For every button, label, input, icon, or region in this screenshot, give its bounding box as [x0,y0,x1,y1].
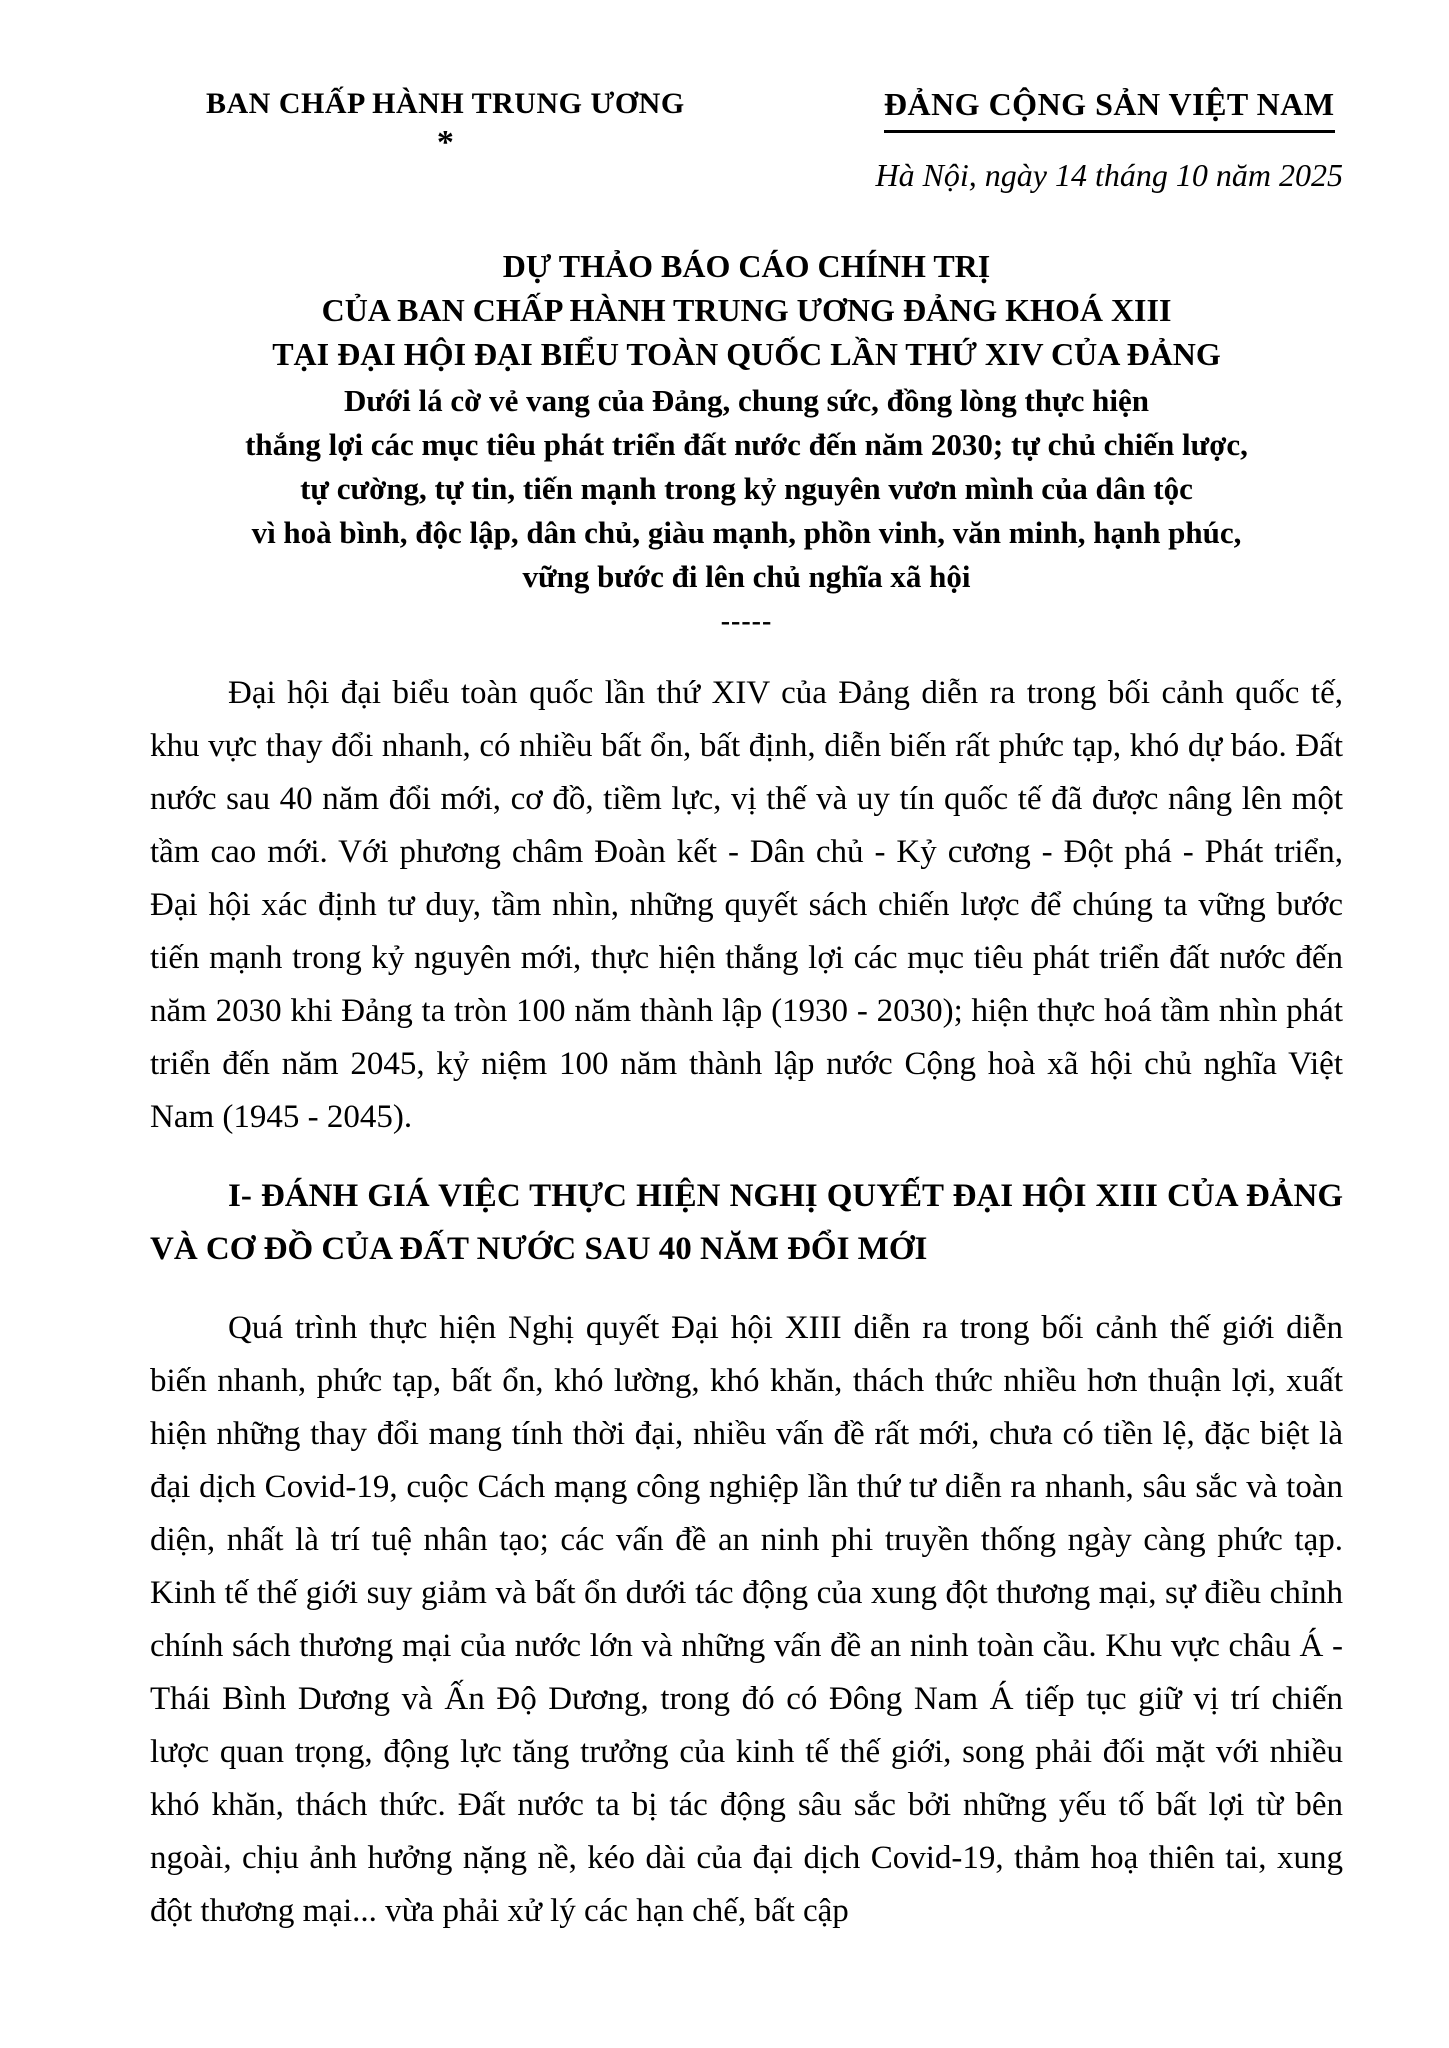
dash-separator: ----- [720,605,773,637]
document-header [150,86,1343,194]
title-line-3: TẠI ĐẠI HỘI ĐẠI BIỂU TOÀN QUỐC LẦN THỨ XIV CỦA ĐẢNG [272,335,1221,372]
title-line-1: DỰ THẢO BÁO CÁO CHÍNH TRỊ [502,247,991,284]
slogan-line-3: tự cường, tự tin, tiến mạnh trong kỷ nguyên vươn mình của dân tộc [300,470,1193,506]
header-right-block [875,86,1343,194]
slogan-line-1: Dưới lá cờ vẻ vang của Đảng, chung sức, đồng lòng thực hiện [344,382,1149,418]
paragraph-intro: Đại hội đại biểu toàn quốc lần thứ XIV của Đảng diễn ra trong bối cảnh quốc tế, khu vực thay đổi nhanh, có nhiều bất ổn, bất định, diễn biến rất phức tạp, khó dự báo. Đất nước sau 40 năm đổi mới, cơ đồ, tiềm lực, vị thế và uy tín quốc tế đã được nâng lên một tầm cao mới. Với phương châm Đoàn kết - Dân chủ - Kỷ cương - Đột phá - Phát triển, Đại hội xác định tư duy, tầm nhìn, những quyết sách chiến lược để chúng ta vững bước tiến mạnh trong kỷ nguyên mới, thực hiện thắng lợi các mục tiêu phát triển đất nước đến năm 2030 khi Đảng ta tròn 100 năm thành lập (1930 - 2030); hiện thực hoá tầm nhìn phát triển đến năm 2045, kỷ niệm 100 năm thành lập nước Cộng hoà xã hội chủ nghĩa Việt Nam (1945 - 2045). [150,674,1343,1135]
star-separator-icon: * [436,124,454,161]
section-heading-1: I- ĐÁNH GIÁ VIỆC THỰC HIỆN NGHỊ QUYẾT ĐẠI HỘI XIII CỦA ĐẢNG VÀ CƠ ĐỒ CỦA ĐẤT NƯỚC SAU 40 NĂM ĐỔI MỚI [150,1177,1343,1267]
party-name: ĐẢNG CỘNG SẢN VIỆT NAM [884,86,1335,133]
issuing-org-name: BAN CHẤP HÀNH TRUNG ƯƠNG [206,87,685,120]
title-line-2: CỦA BAN CHẤP HÀNH TRUNG ƯƠNG ĐẢNG KHOÁ XIII [321,291,1172,328]
header-left-block [150,86,685,160]
document-slogan [150,379,1343,599]
paragraph-section-1: Quá trình thực hiện Nghị quyết Đại hội XIII diễn ra trong bối cảnh thế giới diễn biến nhanh, phức tạp, bất ổn, khó lường, khó khăn, thách thức nhiều hơn thuận lợi, xuất hiện những thay đổi mang tính thời đại, nhiều vấn đề rất mới, chưa có tiền lệ, đặc biệt là đại dịch Covid-19, cuộc Cách mạng công nghiệp lần thứ tư diễn ra nhanh, sâu sắc và toàn diện, nhất là trí tuệ nhân tạo; các vấn đề an ninh phi truyền thống ngày càng phức tạp. Kinh tế thế giới suy giảm và bất ổn dưới tác động của xung đột thương mại, sự điều chỉnh chính sách thương mại của nước lớn và những vấn đề an ninh toàn cầu. Khu vực châu Á - Thái Bình Dương và Ấn Độ Dương, trong đó có Đông Nam Á tiếp tục giữ vị trí chiến lược quan trọng, động lực tăng trưởng của kinh tế thế giới, song phải đối mặt với nhiều khó khăn, thách thức. Đất nước ta bị tác động sâu sắc bởi những yếu tố bất lợi từ bên ngoài, chịu ảnh hưởng nặng nề, kéo dài của đại dịch Covid-19, thảm hoạ thiên tai, xung đột thương mại... vừa phải xử lý các hạn chế, bất cập [150,1309,1343,1929]
document-title [150,244,1343,376]
dateline: Hà Nội, ngày 14 tháng 10 năm 2025 [875,156,1343,193]
slogan-line-5: vững bước đi lên chủ nghĩa xã hội [522,558,971,594]
slogan-line-2: thắng lợi các mục tiêu phát triển đất nước đến năm 2030; tự chủ chiến lược, [245,426,1248,462]
slogan-line-4: vì hoà bình, độc lập, dân chủ, giàu mạnh, phồn vinh, văn minh, hạnh phúc, [251,514,1242,550]
